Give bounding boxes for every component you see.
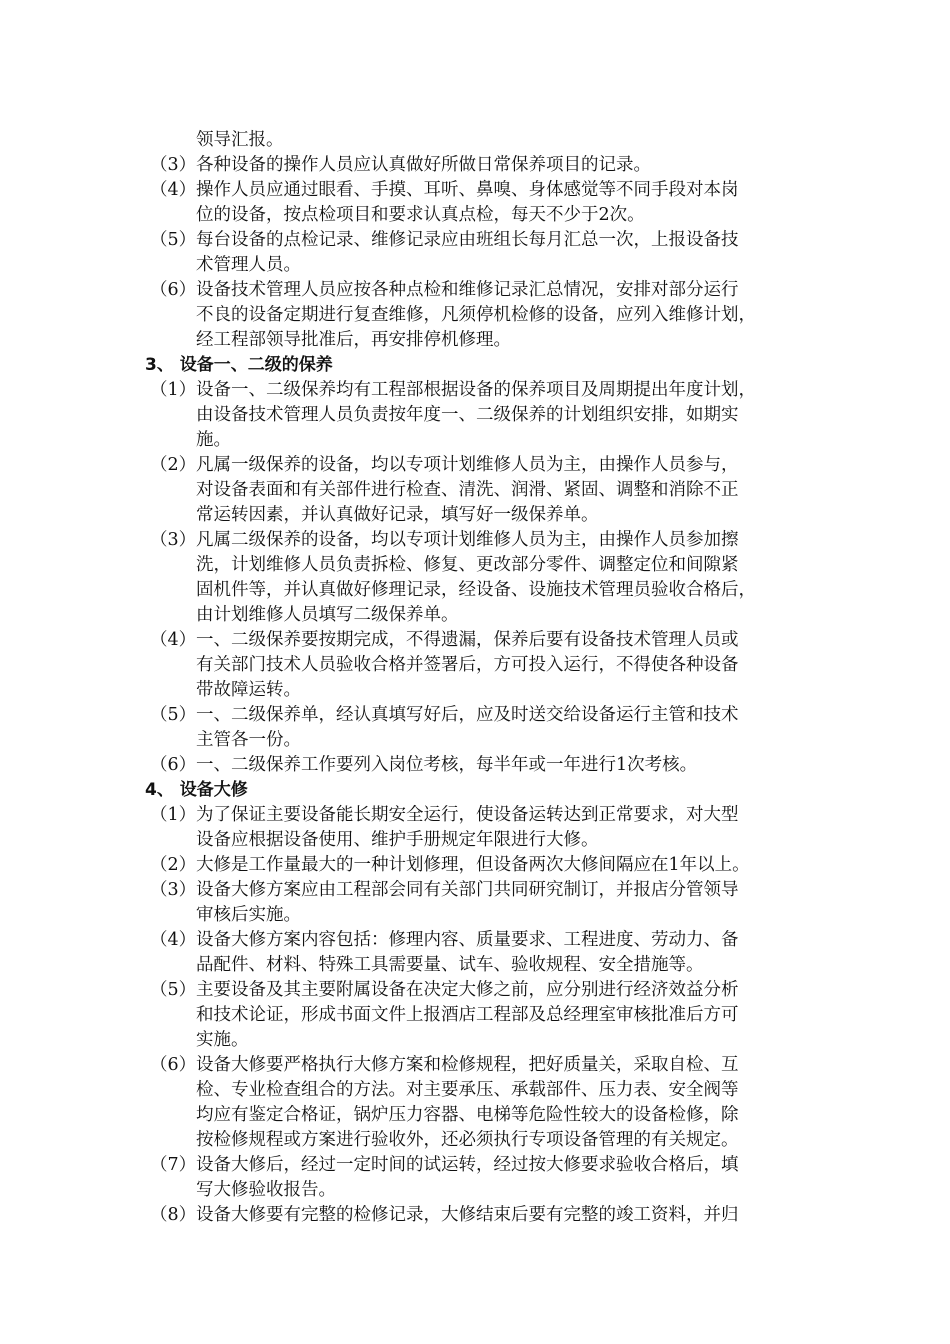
item-text: 设备一、二级保养均有工程部根据设备的保养项目及周期提出年度计划， [196,380,756,400]
item-text: 洗，计划维修人员负责拆检、修复、更改部分零件、调整定位和间隙紧 [196,555,739,575]
heading-text: 3、 设备一、二级的保养 [145,355,333,375]
item-text: 领导汇报。 [196,130,284,150]
item-number: （5） [150,980,197,1000]
item-text: 设备大修要严格执行大修方案和检修规程，把好质量关，采取自检、互 [196,1055,739,1075]
item-text: 审核后实施。 [196,905,301,925]
item-text: 主管各一份。 [196,730,301,750]
item-number: （7） [150,1155,197,1175]
item-text: 设备应根据设备使用、维护手册规定年限进行大修。 [196,830,599,850]
item-text: 大修是工作量最大的一种计划修理，但设备两次大修间隔应在1年以上。 [196,855,750,875]
item-number: （6） [150,280,197,300]
item-text: 按检修规程或方案进行验收外，还必须执行专项设备管理的有关规定。 [196,1130,739,1150]
item-text: 固机件等，并认真做好修理记录，经设备、设施技术管理员验收合格后， [196,580,756,600]
item-number: （3） [150,155,197,175]
item-text: 设备大修方案内容包括：修理内容、质量要求、工程进度、劳动力、备 [196,930,739,950]
item-text: 一、二级保养要按期完成，不得遗漏，保养后要有设备技术管理人员或 [196,630,739,650]
item-number: （2） [150,855,197,875]
item-text: 对设备表面和有关部件进行检查、清洗、润滑、紧固、调整和消除不正 [196,480,739,500]
item-text: 术管理人员。 [196,255,301,275]
item-number: （4） [150,930,197,950]
item-text: 有关部门技术人员验收合格并签署后，方可投入运行，不得使各种设备 [196,655,739,675]
item-text: 不良的设备定期进行复查维修，凡须停机检修的设备，应列入维修计划， [196,305,756,325]
item-number: （8） [150,1205,197,1225]
item-text: 检、专业检查组合的方法。对主要承压、承载部件、压力表、安全阀等 [196,1080,739,1100]
item-text: 写大修验收报告。 [196,1180,336,1200]
item-number: （5） [150,230,197,250]
item-text: 设备大修后，经过一定时间的试运转，经过按大修要求验收合格后，填 [196,1155,739,1175]
item-text: 为了保证主要设备能长期安全运行，使设备运转达到正常要求，对大型 [196,805,739,825]
item-number: （6） [150,1055,197,1075]
item-text: 经工程部领导批准后，再安排停机修理。 [196,330,511,350]
item-text: 和技术论证，形成书面文件上报酒店工程部及总经理室审核批准后方可 [196,1005,739,1025]
item-text: 操作人员应通过眼看、手摸、耳听、鼻嗅、身体感觉等不同手段对本岗 [196,180,739,200]
item-text: 凡属二级保养的设备，均以专项计划维修人员为主，由操作人员参加擦 [196,530,739,550]
item-text: 设备技术管理人员应按各种点检和维修记录汇总情况，安排对部分运行 [196,280,739,300]
item-text: 施。 [196,430,231,450]
item-text: 一、二级保养单，经认真填写好后，应及时送交给设备运行主管和技术 [196,705,739,725]
item-number: （3） [150,530,197,550]
item-number: （4） [150,630,197,650]
item-number: （6） [150,755,197,775]
item-text: 均应有鉴定合格证，锅炉压力容器、电梯等危险性较大的设备检修，除 [196,1105,739,1125]
item-text: 主要设备及其主要附属设备在决定大修之前，应分别进行经济效益分析 [196,980,739,1000]
item-text: 由计划维修人员填写二级保养单。 [196,605,459,625]
item-text: 常运转因素，并认真做好记录，填写好一级保养单。 [196,505,599,525]
item-number: （1） [150,380,197,400]
item-text: 位的设备，按点检项目和要求认真点检，每天不少于2次。 [196,205,645,225]
item-text: 每台设备的点检记录、维修记录应由班组长每月汇总一次，上报设备技 [196,230,739,250]
item-number: （5） [150,705,197,725]
item-number: （4） [150,180,197,200]
item-number: （2） [150,455,197,475]
item-text: 一、二级保养工作要列入岗位考核，每半年或一年进行1次考核。 [196,755,698,775]
item-text: 设备大修方案应由工程部会同有关部门共同研究制订，并报店分管领导 [196,880,739,900]
item-number: （1） [150,805,197,825]
item-text: 凡属一级保养的设备，均以专项计划维修人员为主，由操作人员参与， [196,455,739,475]
item-text: 带故障运转。 [196,680,301,700]
item-text: 品配件、材料、特殊工具需要量、试车、验收规程、安全措施等。 [196,955,704,975]
item-number: （3） [150,880,197,900]
item-text: 由设备技术管理人员负责按年度一、二级保养的计划组织安排，如期实 [196,405,739,425]
item-text: 实施。 [196,1030,249,1050]
item-text: 各种设备的操作人员应认真做好所做日常保养项目的记录。 [196,155,651,175]
heading-text: 4、 设备大修 [145,780,248,800]
item-text: 设备大修要有完整的检修记录，大修结束后要有完整的竣工资料，并归 [196,1205,739,1225]
